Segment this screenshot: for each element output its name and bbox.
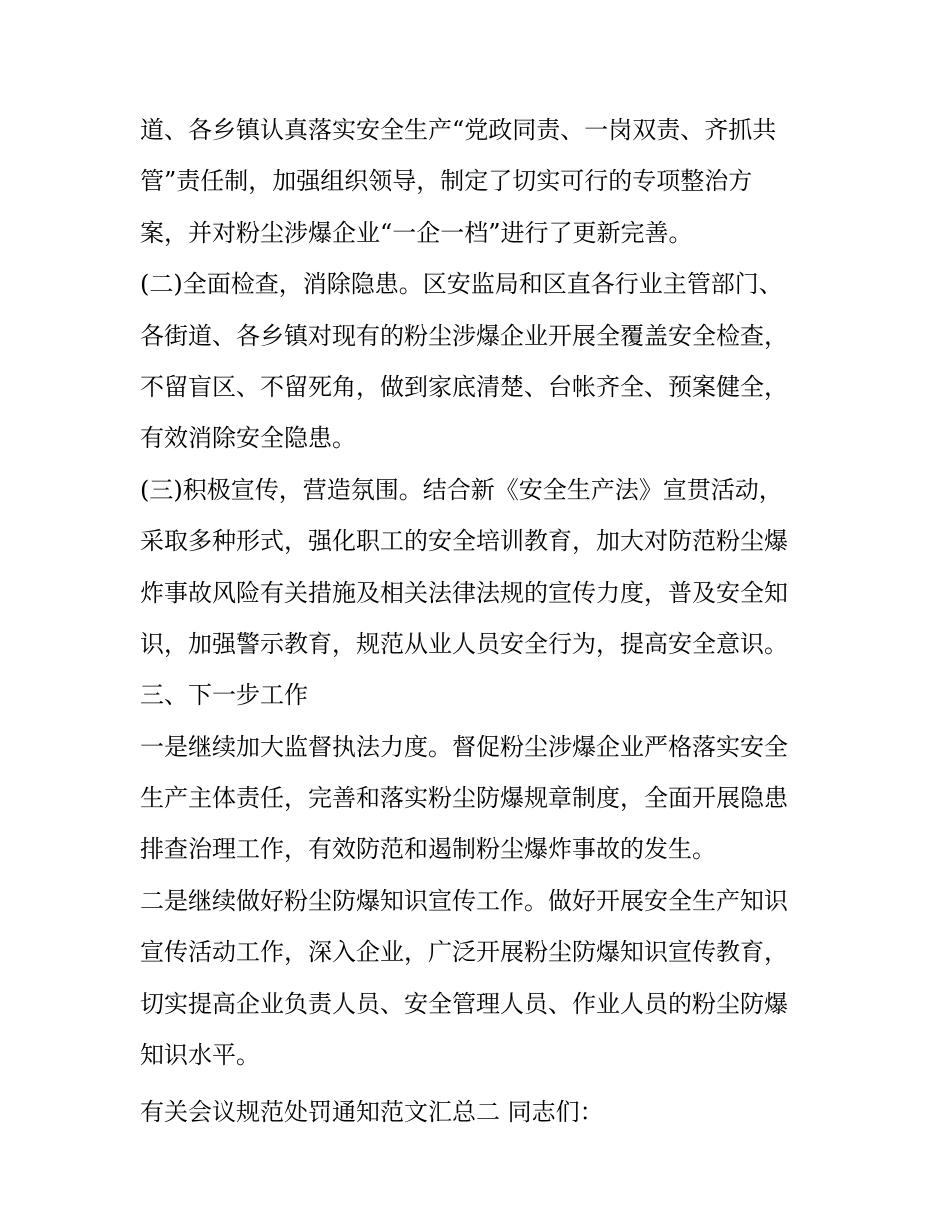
text-line: 排查治理工作，有效防范和遏制粉尘爆炸事故的发生。 bbox=[140, 835, 716, 864]
closing-title-line: 有关会议规范处罚通知范文汇总二 同志们： bbox=[140, 1098, 604, 1127]
section-heading-line: (二)全面检查，消除隐患。区安监局和区直各行业主管部门、 bbox=[140, 270, 783, 299]
text-line: 一是继续加大监督执法力度。督促粉尘涉爆企业严格落实安全 bbox=[140, 732, 788, 761]
text-line: 有效消除安全隐患。 bbox=[140, 424, 356, 453]
document-body bbox=[140, 105, 820, 1139]
text-line: 炸事故风险有关措施及相关法律法规的宣传力度，普及安全知 bbox=[140, 578, 788, 607]
text-line: 案，并对粉尘涉爆企业“一企一档”进行了更新完善。 bbox=[140, 218, 693, 247]
text-line: 生产主体责任，完善和落实粉尘防爆规章制度，全面开展隐患 bbox=[140, 784, 788, 813]
text-line: 切实提高企业负责人员、安全管理人员、作业人员的粉尘防爆 bbox=[140, 989, 788, 1018]
section-title: 三、下一步工作 bbox=[140, 681, 308, 710]
text-line: 宣传活动工作，深入企业，广泛开展粉尘防爆知识宣传教育， bbox=[140, 938, 788, 967]
text-line: 知识水平。 bbox=[140, 1041, 260, 1070]
text-line: 各街道、各乡镇对现有的粉尘涉爆企业开展全覆盖安全检查， bbox=[140, 321, 788, 350]
text-line: 采取多种形式，强化职工的安全培训教育，加大对防范粉尘爆 bbox=[140, 527, 788, 556]
text-line: 识，加强警示教育，规范从业人员安全行为，提高安全意识。 bbox=[140, 629, 788, 658]
text-line: 二是继续做好粉尘防爆知识宣传工作。做好开展安全生产知识 bbox=[140, 886, 788, 915]
section-heading-line: (三)积极宣传，营造氛围。结合新《安全生产法》宣贯活动， bbox=[140, 475, 783, 504]
text-line: 道、各乡镇认真落实安全生产“党政同责、一岗双责、齐抓共 bbox=[140, 116, 777, 144]
text-line: 管”责任制，加强组织领导，制定了切实可行的专项整治方 bbox=[140, 167, 753, 196]
text-line: 不留盲区、不留死角，做到家底清楚、台帐齐全、预案健全， bbox=[140, 372, 788, 401]
